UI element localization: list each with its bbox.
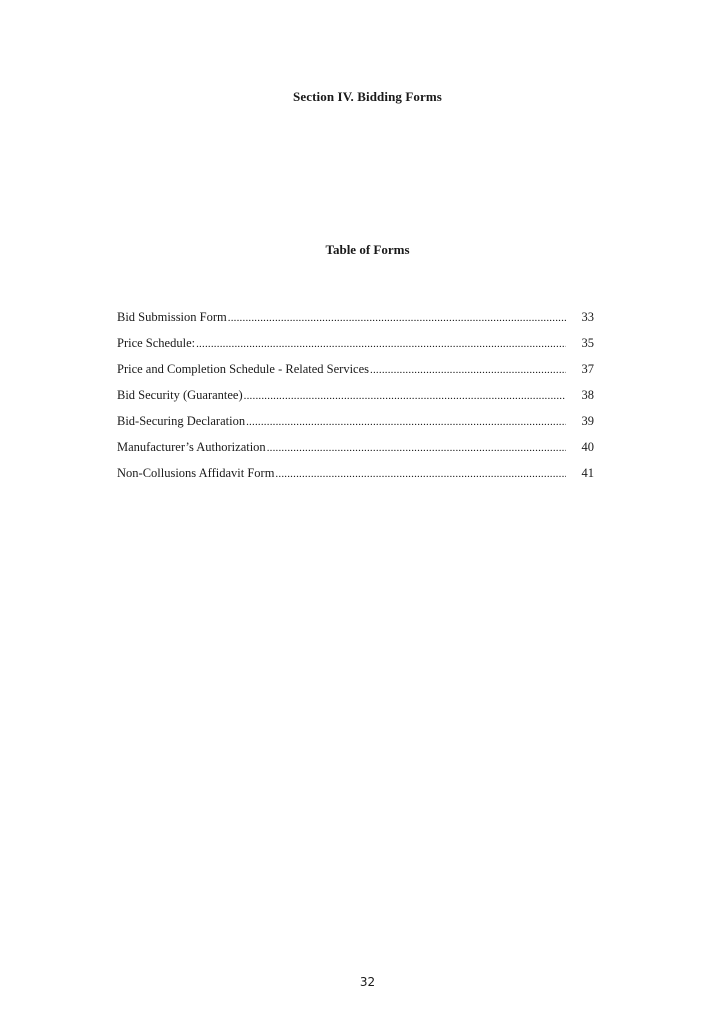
toc-entry-page: 35 xyxy=(581,336,594,350)
dot-leader xyxy=(267,439,566,456)
dot-leader xyxy=(196,335,566,352)
toc-entry-page: 41 xyxy=(581,466,594,480)
dot-leader xyxy=(275,465,566,482)
toc-entry-label: Bid-Securing Declaration xyxy=(117,414,246,428)
toc-entry-page: 40 xyxy=(581,440,594,454)
toc-entry-price-schedule xyxy=(117,335,594,361)
toc-entry-bid-submission-form xyxy=(117,309,594,335)
toc-entry-page: 39 xyxy=(581,414,594,428)
toc-entry-label: Bid Security (Guarantee) xyxy=(117,388,243,402)
dot-leader xyxy=(228,309,566,326)
toc-entry-page: 33 xyxy=(581,310,594,324)
table-of-forms xyxy=(117,309,594,491)
toc-entry-bid-securing-declaration xyxy=(117,413,594,439)
table-of-forms-title: Table of Forms xyxy=(325,242,410,257)
toc-entry-label: Price Schedule: xyxy=(117,336,196,350)
toc-entry-label: Manufacturer’s Authorization xyxy=(117,440,266,454)
toc-entry-manufacturers-authorization xyxy=(117,439,594,465)
toc-entry-label: Bid Submission Form xyxy=(117,310,227,324)
toc-entry-price-completion-schedule xyxy=(117,361,594,387)
dot-leader xyxy=(244,387,566,404)
dot-leader xyxy=(370,361,566,378)
toc-entry-bid-security xyxy=(117,387,594,413)
toc-entry-non-collusions-affidavit xyxy=(117,465,594,491)
dot-leader xyxy=(246,413,566,430)
toc-entry-page: 37 xyxy=(581,362,594,376)
toc-entry-page: 38 xyxy=(581,388,594,402)
page-number: 32 xyxy=(359,975,376,989)
section-title: Section IV. Bidding Forms xyxy=(293,89,442,104)
toc-entry-label: Non-Collusions Affidavit Form xyxy=(117,466,275,480)
toc-entry-label: Price and Completion Schedule - Related Services xyxy=(117,362,370,376)
